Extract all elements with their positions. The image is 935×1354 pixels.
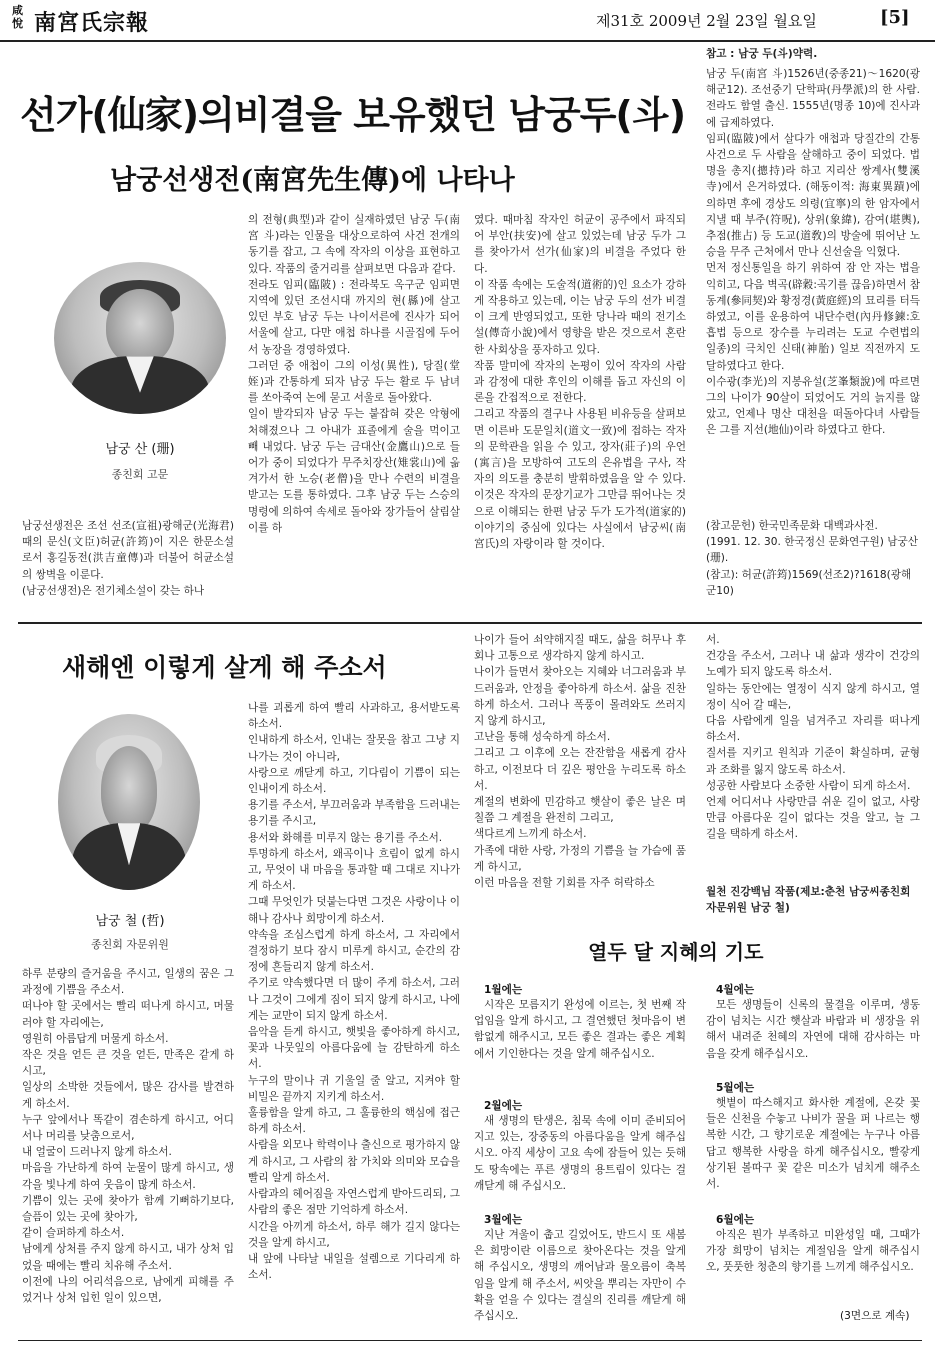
paper-name: 南宮氏宗報	[34, 10, 150, 36]
photo-caption-name-2: 남궁 철 (哲)	[95, 914, 165, 929]
article1-subtitle: 남궁선생전(南宮先生傳)에 나타나	[110, 165, 515, 196]
article2-column-2: 나를 괴롭게 하여 빨리 사과하고, 용서받도록 하소서. 인내하게 하소서, 인내는 잘못을 참고 그냥 지나가는 것이 아니라, 사랑으로 깨닫게 하고, 기다림이 기쁨이 되는 인내이게 하소서. 용기를 주소서, 부끄러움과 부족함을 드러내는 용기를 주시고, 용서와 화해를 미루지 않는 용기를 주소서. 투명하게 하소서, 왜곡이나 흐림이 없게 하시고, 무엇이 내 마음을 통과할 때 그대로 지나가게 하소서. 그때 무엇인가 덧붙는다면 그것은 사랑이나 이해나 감사나 희망이게 하소서. 약속을 조심스럽게 하게 하소서, 그 자리에서 결정하기 보다 잠시 미루게 하시고, 순간의 감정에 흔들리지 않게 하소서. 주기로 약속했다면 더 많이 주게 하소서, 그러나 그것이 그에게 짐이 되지 않게 하시고, 나에게는 교만이 되지 않게 하소서. 음악을 듣게 하시고, 햇빛을 좋아하게 하시고, 꽃과 나뭇잎의 아름다움에 늘 감탄하게 하소서. 누구의 말이나 귀 기울일 줄 알고, 지켜야 할 비밀은 끝까지 지키게 하소서. 훌륭함을 알게 하고, 그 훌륭한의 핵심에 접근하게 하소서. 사람을 외모나 학력이나 출신으로 평가하지 않게 하시고, 그 사람의 참 가치와 의미와 모습을 빨리 알게 하소서. 사람과의 헤어짐을 자연스럽게 받아드리되, 그 사람의 좋은 점만 기억하게 하소서. 시간을 아끼게 하소서, 하루 해가 길지 않다는 것을 알게 하시고, 내 앞에 나타날 내일을 설렘으로 기다리게 하소서.	[248, 702, 460, 1282]
portrait-photo-nam-cheol	[58, 714, 200, 890]
month-block-2	[474, 1098, 686, 1211]
month-block-6	[706, 1212, 920, 1293]
article2-column-1: 하루 분량의 즐거움을 주시고, 일생의 꿈은 그 과정에 기쁨을 주소서. 떠나야 할 곳에서는 빨리 떠나게 하시고, 머물러야 할 자리에는, 영원히 아름답게 머물게 하소서. 작은 것을 얻든 큰 것을 얻든, 만족은 같게 하시고, 일상의 소박한 것들에서, 많은 감사를 발견하게 하소서. 누구 앞에서나 똑같이 겸손하게 하시고, 어디서나 머리를 낮춤으로서, 내 얼굴이 드러나지 않게 하소서. 마음을 가난하게 하여 눈물이 많게 하시고, 생각을 빛나게 하여 웃음이 많게 하소서. 기쁨이 있는 곳에 찾아가 함께 기뻐하기보다, 슬픔이 있는 곳에 찾아가, 같이 슬퍼하게 하소서. 남에게 상처를 주지 않게 하시고, 내가 상처 입었을 때에는 빨리 치유해 주소서. 이전에 나의 어리석음으로, 남에게 피해를 주었거나 상처 입힌 일이 있으면,	[22, 968, 234, 1305]
sidebar-references: (참고문헌) 한국민족문화 대백과사전. (1991. 12. 30. 한국정신 문화연구원) 남궁산(珊). (참고): 허균(許筠)1569(선조2)?1618(광해군10)	[706, 520, 918, 597]
month-text: 아직은 뭔가 부족하고 미완성일 때, 그때가 가장 희망이 넘치는 계절임을 알게 해주십시오, 풋풋한 청춘의 향기를 느끼게 해주십시오.	[706, 1229, 920, 1274]
photo-caption-role: 종친회 고문	[111, 468, 169, 481]
article2-credit: 월천 진강백님 작품(제보:춘천 남궁씨종친회 자문위원 남궁 철)	[706, 886, 911, 915]
article1-column-1: 남궁선생전은 조선 선조(宣祖)광해군(光海君)때의 문신(文臣)허균(許筠)이 지은 한문소설로서 홍길동전(洪吉童傳)과 더불어 허균소설의 쌍벽을 이룬다. (남궁선생전)은 전기체소설이 갖는 하나	[22, 520, 234, 597]
month-text: 햇볕이 따스해지고 화사한 계절에, 온갖 꽃들은 신천을 수놓고 나비가 꿀을 퍼 나르는 행복한 시간, 그 향기로운 계절에는 누구나 아름답고 행복한 사랑을 하게 해주십시오, 빨갛게 상기된 볼따구 꽃 같은 미소가 넘치게 해주소서.	[706, 1097, 920, 1191]
article1-title: 선가(仙家)의비결을 보유했던 남궁두(斗)	[20, 93, 686, 137]
month-label: 6월에는	[716, 1214, 755, 1226]
month-block-3	[474, 1212, 686, 1341]
month-block-5	[706, 1080, 920, 1209]
sidebar-heading: 참고 : 남궁 두(斗)약력.	[706, 48, 818, 60]
month-label: 4월에는	[716, 984, 755, 996]
vertical-mark: 咸悅	[12, 4, 23, 30]
article1-column-2: 의 전형(典型)과 같이 실재하였던 남궁 두(南宮 斗)라는 인물을 대상으로하여 사건 전개의 동기를 잡고, 그 속에 작자의 이상을 표현하고 있다. 작품의 줄거리를 살펴보면 다음과 같다. 전라도 임피(臨陂) : 전라북도 옥구군 임피면 지역에 있던 조선시대 까지의 현(縣)에 살고 있던 부호 남궁 두는 나이서른에 진사가 되어 서울에 살고, 다만 애첩 하나를 시골집에 두어서 농장을 경영하였다. 그러던 중 애첩이 그의 이성(異性), 당질(堂姪)과 간통하게 되자 남궁 두는 활로 두 남녀를 쏘아죽여 논에 묻고 서울로 돌아왔다. 일이 발각되자 남궁 두는 붙잡혀 갖은 악형에 처해졌으나 그 아내가 표졸에게 술을 먹이고 빼 내었다. 남궁 두는 금대산(金鷹山)으로 들어가 중이 되었다가 무주치장산(雉裳山)에 옮겨가서 한 노승(老僧)을 만나 수련의 비결을 받고는 도를 통하였다. 그후 남궁 두는 스승의 명령에 의하여 속세로 돌아와 장가들어 살림살이를 하	[248, 214, 460, 534]
month-label: 1월에는	[484, 984, 523, 996]
article2-column-3: 나이가 들어 쇠약해지질 때도, 삶을 허무나 후회나 고통으로 생각하지 않게 하시고. 나이가 들면서 찾아오는 지혜와 너그러움과 부드러움과, 안정을 좋아하게 하소서. 삶을 진찬하게 하소서. 그러나 폭풍이 몰려와도 쓰러지지 않게 하시고, 고난을 통해 성숙하게 하소서. 그리고 그 이후에 오는 잔잔함을 새롭게 감사하고, 이전보다 더 깊은 평안을 누리도록 하소서. 계절의 변화에 민감하고 햇살이 좋은 날은 며칠쯤 그 계절을 완전히 그리고, 색다르게 느끼게 하소서. 가족에 대한 사랑, 가정의 기쁨을 늘 가슴에 품게 하시고, 이런 마음을 전할 기회를 자주 허락하소	[474, 634, 686, 890]
issue-info: 제31호 2009년 2월 23일 월요일	[596, 12, 817, 30]
month-label: 3월에는	[484, 1214, 523, 1226]
continued-note: (3면으로 계속)	[840, 1310, 910, 1322]
month-text: 지난 겨울이 춥고 길었어도, 반드시 또 새봄은 희망이란 이름으로 찾아온다는 것을 알게 해 주십시오, 생명의 깨어남과 물오름이 축복임을 알게 해 주소서, 씨앗을 뿌리는 자만이 수확을 얻을 수 있다는 결실의 진리를 깨닫게 해 주십시오.	[474, 1229, 686, 1323]
sidebar-body: 남궁 두(南宮 斗)1526년(중종21)～1620(광해군12). 조선중기 단학파(丹學派)의 한 사람. 전라도 함열 출신. 1555년(명종 10)에 진사과에 급제하였다. 임피(臨陂)에서 살다가 애첩과 당질간의 간통 사건으로 두 사람을 살해하고 중이 되었다. 법명을 총지(摠持)라 하고 지리산 쌍계사(雙溪寺)에서 은거하였다. (해동이적: 海東異蹟)에 의하면 후에 경상도 의령(宜寧)의 한 암자에서 지낼 때 부주(符呪), 상위(象緯), 감여(堪輿), 추점(推占) 등 도교(道敎)의 방술에 뛰어난 노승을 무주 근처에서 만나 신선술을 익혔다. 먼저 정신통일을 하기 위하여 잠 안 자는 법을 익히고, 다음 벽곡(辟穀:곡기를 끊음)하면서 참동계(參同契)와 황정경(黃庭經)의 묘리를 터득하였고, 이를 운용하여 내단수련(內丹修鍊:호흡법 등으로 장수를 누리려는 도교 수련법의 일종)의 극치인 신태(神胎) 일보 직전까지 도달하였다고 한다. 이수광(李光)의 지봉유설(芝峯類說)에 따르면 그의 나이가 90살이 되었어도 거의 늙지를 않았고, 언제나 명산 대천을 떠돌아다녀 사람들은 그를 지선(地仙)이라 하였다고 한다.	[706, 68, 920, 437]
section-divider	[18, 622, 922, 624]
month-label: 2월에는	[484, 1100, 523, 1112]
article1-column-3: 였다. 때마침 작자인 허균이 공주에서 파직되어 부안(扶安)에 살고 있었는데 남궁 두가 그를 찾아가서 선가(仙家)의 비결을 주었다 한다. 이 작품 속에는 도술적(道術的)인 요소가 강하게 작용하고 있는데, 이는 남궁 두의 선가 비결이 크게 반영되었고, 또한 당나라 때의 전기소설(傳奇小說)에서 영향을 받은 것으로서 혼란한 사회상을 풍자하고 있다. 작품 말미에 작자의 논평이 있어 작자의 사람과 감정에 대한 후인의 이해를 돕고 자신의 이론을 간접적으로 전한다. 그리고 작품의 결구나 사용된 비유등을 살펴보면 이른바 도문일치(道文一致)에 접하는 작자의 문학관을 읽을 수 있고, 장자(莊子)의 우언(寓言)을 모방하여 고도의 은유법을 구사, 작자의 의도를 충분히 발휘하였음을 알 수 있다. 이것은 작자의 문장기교가 그만큼 뛰어나는 것으로 이해되는 한편 남궁 두가 도가적(道家的) 이야기의 중심에 있다는 사실에서 남궁씨(南宮氏)의 자랑이라 할 것이다.	[474, 214, 686, 551]
month-block-4	[706, 982, 920, 1063]
newspaper-header	[0, 0, 935, 42]
page-number: [5]	[880, 7, 910, 28]
month-text: 새 생명의 탄생은, 침묵 속에 이미 준비되어지고 있는, 장중동의 아름다움을 알게 해주십시오. 아직 세상이 고요 속에 잠들어 있는 듯해도 땅속에는 푸른 생명의 용트림이 있다는 걸 깨닫게 해 주십시오.	[474, 1115, 686, 1192]
article3-title: 열두 달 지혜의 기도	[588, 940, 764, 964]
photo-caption-name: 남궁 산 (珊)	[105, 442, 175, 457]
month-text: 모든 생명들이 신록의 물결을 이루며, 생동감이 넘치는 시간 햇살과 바람과 비 생장을 위해서 내려준 천혜의 자연에 대해 감사하는 마음을 갖게 해주십시오.	[706, 999, 920, 1060]
month-label: 5월에는	[716, 1082, 755, 1094]
photo-caption-role-2: 종친회 자문위원	[91, 938, 169, 951]
month-block-1	[474, 982, 686, 1079]
article2-title: 새해엔 이렇게 살게 해 주소서	[62, 653, 387, 682]
portrait-photo-nam-san	[54, 262, 226, 414]
bottom-rule	[18, 1340, 922, 1341]
month-text: 시작은 모름지기 완성에 이르는, 첫 번째 작업임을 알게 하시고, 그 결연했던 첫마음이 변함없게 해주시고, 모든 좋은 결과는 좋은 계획에서 기인한다는 것을 알게 해주십시오.	[474, 999, 686, 1060]
article2-column-4: 서. 건강을 주소서, 그러나 내 삶과 생각이 건강의 노예가 되지 않도록 하소서. 일하는 동안에는 열정이 식지 않게 하시고, 열정이 식어 갈 때는, 다음 사람에게 일을 넘겨주고 자리를 떠나게 하소서. 질서를 지키고 원칙과 기준이 확실하며, 균형과 조화를 잃지 않도록 하소서. 성공한 사람보다 소중한 사람이 되게 하소서. 언제 어디서나 사랑만큼 쉬운 길이 없고, 사랑만큼 아름다운 길이 없다는 것을 알고, 늘 그 길을 택하게 하소서.	[706, 634, 920, 841]
